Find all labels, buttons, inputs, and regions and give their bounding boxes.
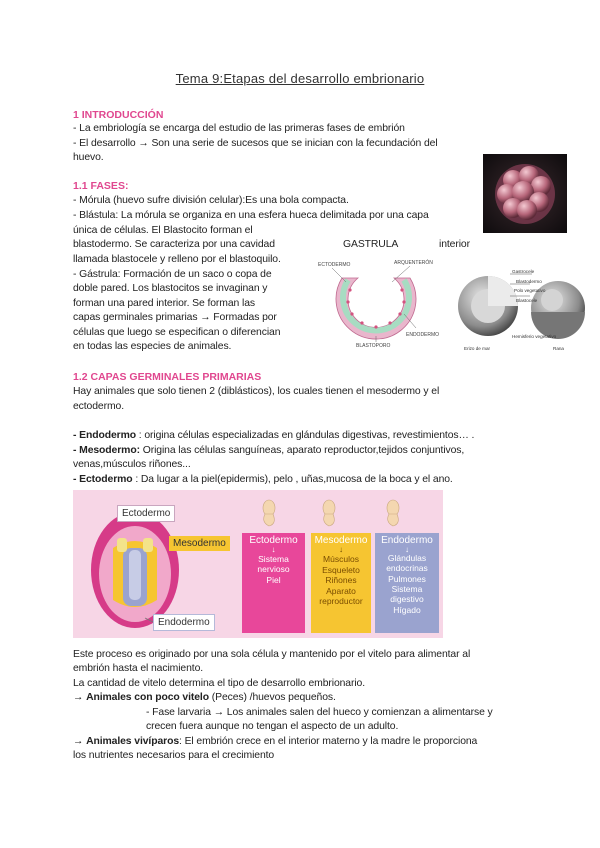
morula-photo [483, 154, 567, 233]
photo-label-polo: Polo vegetativo [514, 288, 546, 293]
gastrula-label: GASTRULA [343, 239, 399, 250]
fases-line: blastodermo. Se caracteriza por una cavidad [73, 239, 275, 250]
column-ecto-item: Piel [266, 575, 281, 585]
mesodermo-term: - Mesodermo: [73, 445, 140, 456]
diagram-label-ectodermo: ECTODERMO [318, 262, 351, 268]
ectodermo-item [73, 473, 453, 488]
column-meso-item: Esqueleto [322, 564, 360, 575]
column-meso-arrow: ↓ [339, 545, 343, 554]
fases-line: células que luego se especifican o diferencian [73, 327, 281, 338]
column-ecto-arrow: ↓ [271, 545, 276, 554]
intro-line: huevo. [73, 152, 104, 163]
viviparos-term: Animales vivíparos [86, 736, 179, 747]
poco-vitelo-item [73, 691, 336, 706]
poco-vitelo-term: Animales con poco vitelo [86, 692, 209, 703]
viviparos-text: : El embrión crece en el interior materno y la madre le proporciona [179, 736, 478, 747]
interior-label: interior [439, 239, 470, 250]
column-endo-arrow: ↓ [405, 545, 409, 554]
ectodermo-text: : Da lugar a la piel(epidermis), pelo , uñas,mucosa de la boca y el ano. [132, 474, 453, 485]
vitelo-line: embrión hasta el nacimiento. [73, 663, 204, 674]
photo-label-gastrocele: Gastrocele [512, 269, 535, 274]
label-ectodermo: Ectodermo [117, 505, 175, 522]
ectodermo-term: - Ectodermo [73, 474, 133, 485]
column-endo-item: Sistema [391, 584, 423, 594]
column-ecto-item: Sistema [258, 554, 289, 564]
mesodermo-text: Origina las células sanguíneas, aparato reproductor,tejidos conjuntivos, [139, 445, 465, 456]
page-title: Tema 9:Etapas del desarrollo embrionario [175, 71, 425, 86]
label-mesodermo: Mesodermo [169, 536, 230, 551]
intro-line: - El desarrollo → Son una serie de sucesos que se inician con la fecundación del [73, 138, 438, 149]
intro-line: - La embriología se encarga del estudio de las primeras fases de embrión [73, 123, 405, 134]
column-meso-item: Riñones [325, 575, 357, 585]
column-endo-item: Glándulas [387, 553, 427, 563]
fases-line: - Gástrula: Formación de un saco o copa de [73, 269, 272, 280]
endodermo-item [73, 429, 474, 444]
fases-line: llamada blastocele y relleno por el blastoquilo. [73, 254, 281, 265]
fases-line: capas germinales primarias → Formadas por [73, 312, 277, 323]
column-ecto-head: Ectodermo [249, 535, 298, 546]
diagram-label-arquenteron: ARQUENTERÓN [394, 260, 433, 266]
germ-layers-figure [73, 490, 443, 638]
column-endo-item: digestivo [390, 593, 424, 604]
larva-line: crecen fuera aunque no tengan el aspecto de un adulto. [146, 721, 399, 732]
vitelo-line: La cantidad de vitelo determina el tipo de desarrollo embrionario. [73, 678, 366, 689]
viviparos-text-cont: los nutrientes necesarios para el crecimiento [73, 750, 275, 761]
blastula-photos [450, 262, 588, 354]
capas-line: Hay animales que solo tienen 2 (diblásticos), los cuales tienen el mesodermo y el [73, 386, 440, 397]
poco-vitelo-text: (Peces) /huevos pequeños. [208, 692, 336, 703]
fases-line: forman una pared interior. Se forman las [73, 298, 255, 309]
viviparos-item [73, 735, 477, 750]
mesodermo-item [73, 444, 464, 459]
column-ectodermo [242, 533, 305, 633]
label-endodermo: Endodermo [153, 614, 215, 631]
column-endo-item: endocrinas [386, 562, 428, 573]
photo-label-hemisferio: Hemisferio vegetativo [512, 334, 557, 339]
larva-line: - Fase larvaria → Los animales salen del hueco y comienzan a alimentarse y [146, 707, 493, 718]
fases-line: en todas las especies de animales. [73, 341, 232, 352]
photo-label-blastodermo: Blastodermo [516, 279, 542, 284]
column-endo-head: Endodermo [381, 535, 433, 546]
fases-line: única de células. El Blastocito forman el [73, 225, 253, 236]
fases-line: - Mórula (huevo sufre división celular):Es una bola compacta. [73, 195, 349, 206]
column-endo-item: Hígado [393, 605, 421, 615]
endodermo-term: - Endodermo [73, 430, 136, 441]
endodermo-text: : origina células especializadas en glándulas digestivas, revestimientos… . [135, 430, 475, 441]
gastrula-diagram [312, 256, 440, 348]
column-meso-item: Aparato [326, 585, 356, 596]
column-endo-item: Pulmones [388, 574, 426, 584]
mesodermo-text-cont: venas,músculos riñones... [73, 459, 191, 470]
photo-label-rana: Rana [553, 346, 564, 351]
capas-heading: 1.2 CAPAS GERMINALES PRIMARIAS [73, 371, 262, 383]
arrow-glyph: → [73, 736, 87, 747]
column-meso-item: Músculos [323, 554, 359, 564]
column-endodermo [375, 533, 439, 633]
intro-heading: 1 INTRODUCCIÓN [73, 109, 164, 121]
column-meso-head: Mesodermo [314, 535, 368, 546]
column-meso-item: reproductor [319, 596, 363, 606]
capas-line: ectodermo. [73, 401, 124, 412]
fases-heading: 1.1 FASES: [73, 180, 129, 192]
column-mesodermo [311, 533, 371, 633]
photo-label-erizo: Erizo de mar [464, 346, 491, 351]
fases-line: doble pared. Los blastocitos se invaginan y [73, 283, 268, 294]
arrow-glyph: → [73, 692, 87, 703]
diagram-label-endodermo: ENDODERMO [406, 332, 440, 338]
vitelo-line: Este proceso es originado por una sola célula y mantenido por el vitelo para alimentar al [73, 649, 471, 660]
column-ecto-item: nervioso [257, 564, 290, 574]
photo-label-blastocele: Blastocele [516, 298, 538, 303]
diagram-label-blastoporo: BLASTOPORO [356, 343, 391, 348]
fases-line: - Blástula: La mórula se organiza en una esfera hueca delimitada por una capa [73, 210, 429, 221]
